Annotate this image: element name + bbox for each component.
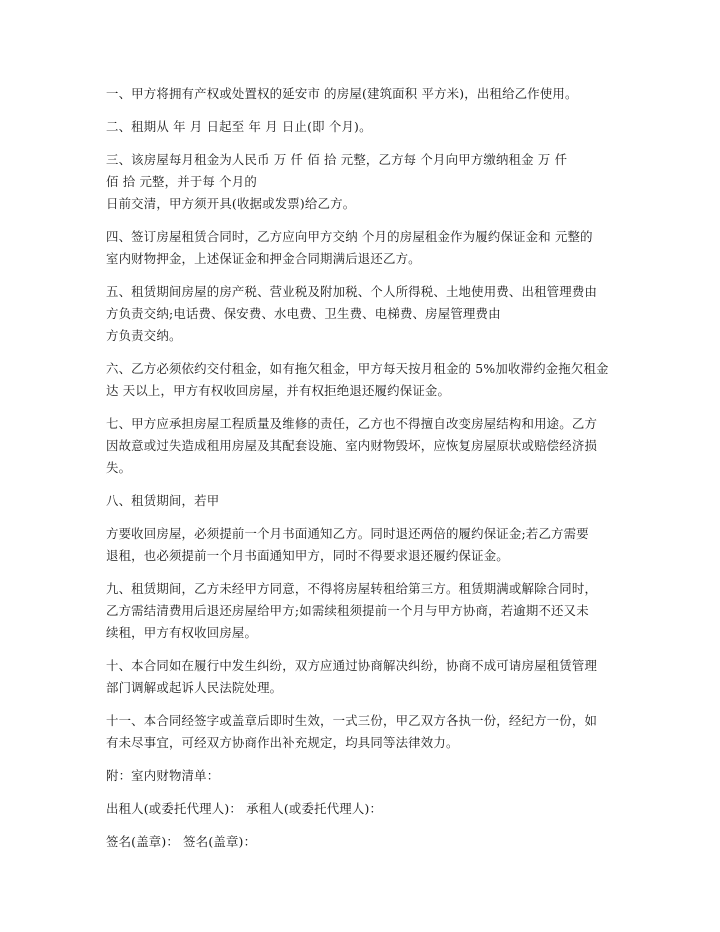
paragraph — [106, 765, 622, 787]
text-line: 乙方需结清费用后退还房屋给甲方;如需续租须提前一个月与甲方协商，若逾期不还又未 — [106, 603, 589, 618]
text-line: 八、租赁期间，若甲 — [106, 493, 220, 508]
paragraph — [106, 831, 622, 853]
text-line: 十一、本合同经签字或盖章后即时生效，一式三份，甲乙双方各执一份，经纪方一份，如 — [106, 713, 598, 728]
text-line: 续租，甲方有权收回房屋。 — [106, 625, 258, 640]
paragraph — [106, 226, 622, 270]
paragraph — [106, 655, 622, 699]
paragraph — [106, 578, 622, 644]
paragraph — [106, 281, 622, 347]
text-line: 三、该房屋每月租金为人民币 万 仟 佰 拾 元整，乙方每 个月向甲方缴纳租金 万 仟 — [106, 152, 568, 167]
text-line: 出租人(或委托代理人)： 承租人(或委托代理人)： — [106, 801, 383, 816]
text-line: 四、签订房屋租赁合同时，乙方应向甲方交纳 个月的房屋租金作为履约保证金和 元整的 — [106, 229, 593, 244]
text-line: 有未尽事宜，可经双方协商作出补充规定，均具同等法律效力。 — [106, 735, 459, 750]
paragraph — [106, 149, 622, 215]
text-line: 二、租期从 年 月 日起至 年 月 日止(即 个月)。 — [106, 119, 372, 134]
paragraph — [106, 358, 622, 402]
text-line: 签名(盖章)： 签名(盖章)： — [106, 834, 257, 849]
paragraph — [106, 116, 622, 138]
text-line: 十、本合同如在履行中发生纠纷，双方应通过协商解决纠纷，协商不成可请房屋租赁管理 — [106, 658, 598, 673]
text-line: 因故意或过失造成租用房屋及其配套设施、室内财物毁坏，应恢复房屋原状或赔偿经济损 — [106, 438, 598, 453]
paragraph — [106, 798, 622, 820]
text-line: 退租，也必须提前一个月书面通知甲方，同时不得要求退还履约保证金。 — [106, 548, 509, 563]
text-line: 六、乙方必须依约交付租金，如有拖欠租金，甲方每天按月租金的 5%加收滞约金拖欠租金 — [106, 361, 609, 376]
text-line: 五、租赁期间房屋的房产税、营业税及附加税、个人所得税、土地使用费、出租管理费由 — [106, 284, 598, 299]
text-line: 日前交清，甲方须开具(收据或发票)给乙方。 — [106, 196, 356, 211]
paragraph — [106, 413, 622, 479]
paragraph — [106, 490, 622, 512]
contract-body — [106, 83, 622, 864]
paragraph — [106, 83, 622, 105]
text-line: 附：室内财物清单： — [106, 768, 220, 783]
text-line: 九、租赁期间，乙方未经甲方同意，不得将房屋转租给第三方。租赁期满或解除合同时， — [106, 581, 598, 596]
text-line: 方要收回房屋，必须提前一个月书面通知乙方。同时退还两倍的履约保证金;若乙方需要 — [106, 526, 589, 541]
paragraph — [106, 710, 622, 754]
text-line: 方负责交纳。 — [106, 328, 182, 343]
text-line: 失。 — [106, 460, 132, 475]
text-line: 一、甲方将拥有产权或处置权的延安市 的房屋(建筑面积 平方米)，出租给乙作使用。 — [106, 86, 578, 101]
text-line: 室内财物押金，上述保证金和押金合同期满后退还乙方。 — [106, 251, 421, 266]
text-line: 部门调解或起诉人民法院处理。 — [106, 680, 283, 695]
text-line: 七、甲方应承担房屋工程质量及维修的责任，乙方也不得擅自改变房屋结构和用途。乙方 — [106, 416, 598, 431]
text-line: 佰 拾 元整，并于每 个月的 — [106, 174, 257, 189]
text-line: 方负责交纳;电话费、保安费、水电费、卫生费、电梯费、房屋管理费由 — [106, 306, 501, 321]
paragraph — [106, 523, 622, 567]
text-line: 达 天以上，甲方有权收回房屋，并有权拒绝退还履约保证金。 — [106, 383, 451, 398]
